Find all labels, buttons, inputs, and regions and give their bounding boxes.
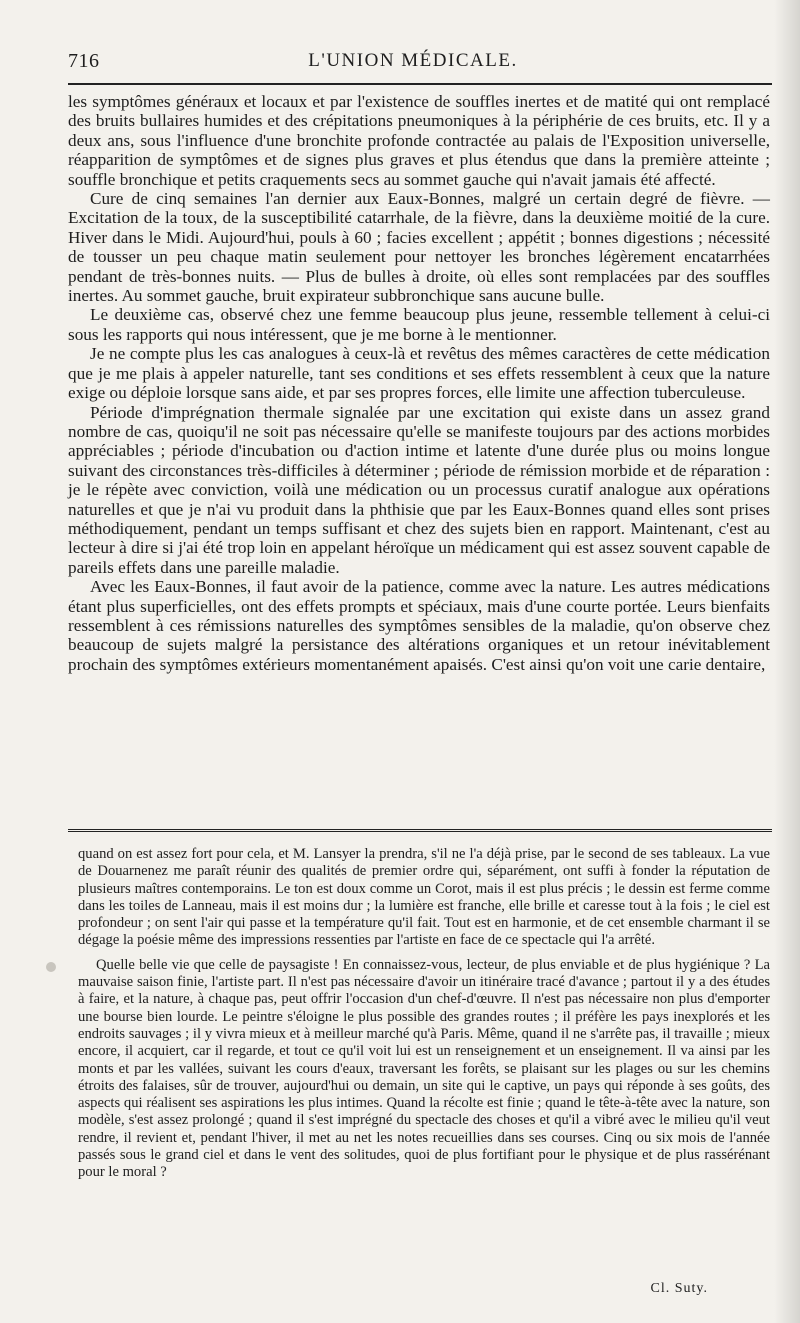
running-head: L'UNION MÉDICALE. <box>308 50 518 71</box>
page-number: 716 <box>68 50 100 72</box>
main-paragraph: les symptômes généraux et locaux et par l'existence de souffles inertes et de matité qui ont remplacé des bruits bullaires humides et des crépitations pneumoniques à la périphérie de ces bruits, etc. Il y a deux ans, sous l'influence d'une bronchite profonde contractée au palais de l'Exposition universelle, réapparition de symptômes et de signes plus graves et plus étendus que dans la première atteinte ; souffle bronchique et petits craquements secs au sommet gauche qui n'avait jamais été affecté. <box>68 92 770 189</box>
main-paragraph: Le deuxième cas, observé chez une femme beaucoup plus jeune, ressemble tellement à celui-ci sous les rapports qui nous intéressent, que je me borne à le mentionner. <box>68 305 770 344</box>
main-paragraph: Je ne compte plus les cas analogues à ceux-là et revêtus des mêmes caractères de cette médication que je me plais à appeler naturelle, tant ses conditions et ses effets ressemblent à ceux que la nature exige ou déploie lorsque sans aide, et par ses propres forces, elle limite une affection tuberculeuse. <box>68 344 770 403</box>
main-text <box>68 92 770 674</box>
header-rule <box>68 83 772 85</box>
ink-spot <box>46 962 56 972</box>
main-paragraph: Cure de cinq semaines l'an dernier aux Eaux-Bonnes, malgré un certain degré de fièvre. — Excitation de la toux, de la susceptibilité catarrhale, de la fièvre, dans la deuxième moitié de la cure. Hiver dans le Midi. Aujourd'hui, pouls à 60 ; facies excellent ; appétit ; bonnes digestions ; nécessité de tousser un peu chaque matin seulement pour nettoyer les bronches légèrement encatarrhées pendant de très-bonnes nuits. — Plus de bulles à droite, où elles sont remplacées par des souffles inertes. Au sommet gauche, bruit expirateur subbronchique sans aucune bulle. <box>68 189 770 306</box>
page-header <box>68 50 758 78</box>
feuilleton-text <box>78 846 770 1182</box>
page-edge-shadow <box>774 0 800 1323</box>
feuilleton-paragraph: Quelle belle vie que celle de paysagiste ! En connaissez-vous, lecteur, de plus enviable et de plus hygiénique ? La mauvaise saison finie, l'artiste part. Il n'est pas nécessaire d'avoir un itinéraire tracé d'avance ; partout il y a des études à faire, et la nature, à chaque pas, peut offrir l'occasion d'un chef-d'œuvre. Il n'est pas nécessaire non plus d'emporter une bourse bien lourde. Le peintre s'éloigne le plus possible des grandes routes ; il préfère les pays inexplorés et les endroits sauvages ; il y vivra mieux et à meilleur marché qu'à Paris. Même, quand il ne s'arrête pas, il travaille ; mieux encore, il acquiert, car il regarde, et tout ce qu'il voit lui est un renseignement et un enseignement. Il va ainsi par les monts et par les vallées, suivant les cours d'eaux, traversant les forêts, se plaisant sur les plages ou sur les chemins étroits des falaises, sûr de trouver, aujourd'hui ou demain, un site qui le captive, un pays qui réponde à ses goûts, des aspects qui réalisent ses aspirations les plus intimes. Quand la récolte est finie ; quand le tête-à-tête avec la nature, son modèle, s'est assez prolongé ; quand il s'est imprégné du spectacle des choses et qu'il a vibré avec le milieu qu'il veut rendre, il revient et, pendant l'hiver, il met au net les notes recueillies dans ses courses. Cinq ou six mois de l'année passés sous le grand ciel et dans le vent des solitudes, quoi de plus fortifiant pour le physique et de plus rassérénant pour le moral ? <box>78 956 770 1181</box>
main-paragraph: Période d'imprégnation thermale signalée par une excitation qui existe dans un assez grand nombre de cas, quoiqu'il ne soit pas nécessaire qu'elle se manifeste toujours par des actions morbides appréciables ; période d'incubation ou d'action intime et latente d'une durée plus ou moins longue suivant des circonstances très-difficiles à déterminer ; période de rémission morbide et de réparation : je le répète avec conviction, voilà une médication ou un processus curatif analogue aux opérations naturelles et que je n'ai vu produit dans la phthisie que par les Eaux-Bonnes quand elles sont prises méthodiquement, pendant un temps suffisant et chez des sujets bien en rapport. Maintenant, c'est au lecteur à dire si j'ai été trop loin en appelant héroïque un médicament qui est assez souvent capable de pareils effets dans une pareille maladie. <box>68 402 770 577</box>
author-signature: Cl. Suty. <box>650 1281 708 1296</box>
main-paragraph: Avec les Eaux-Bonnes, il faut avoir de la patience, comme avec la nature. Les autres médications étant plus superficielles, ont des effets prompts et spéciaux, mais d'une courte portée. Leurs bienfaits ressemblent à ces rémissions naturelles des symptômes sensibles de la maladie, qu'on observe chez beaucoup de sujets malgré la persistance des altérations organiques et un retour inévitablement prochain des symptômes extérieurs momentanément apaisés. C'est ainsi qu'on voit une carie dentaire, <box>68 577 770 674</box>
feuilleton-paragraph: quand on est assez fort pour cela, et M. Lansyer la prendra, s'il ne l'a déjà prise, par le second de ses tableaux. La vue de Douarnenez me paraît réunir des qualités de premier ordre qui, séparément, ont suffi à fonder la réputation de plusieurs maîtres contemporains. Le ton est doux comme un Corot, mais il est plus précis ; le dessin est ferme comme dans les toiles de Lanneau, mais il est moins dur ; la lumière est franche, elle brille et caresse tout à la fois ; le ciel est profondeur ; on sent l'air qui passe et la température qu'il fait. Tout est en harmonie, et de cet ensemble charmant il se dégage la poésie même des impressions ressenties par l'artiste en face de ce spectacle qui l'a arrêté. <box>78 846 770 949</box>
feuilleton-separator-rule <box>68 829 772 835</box>
